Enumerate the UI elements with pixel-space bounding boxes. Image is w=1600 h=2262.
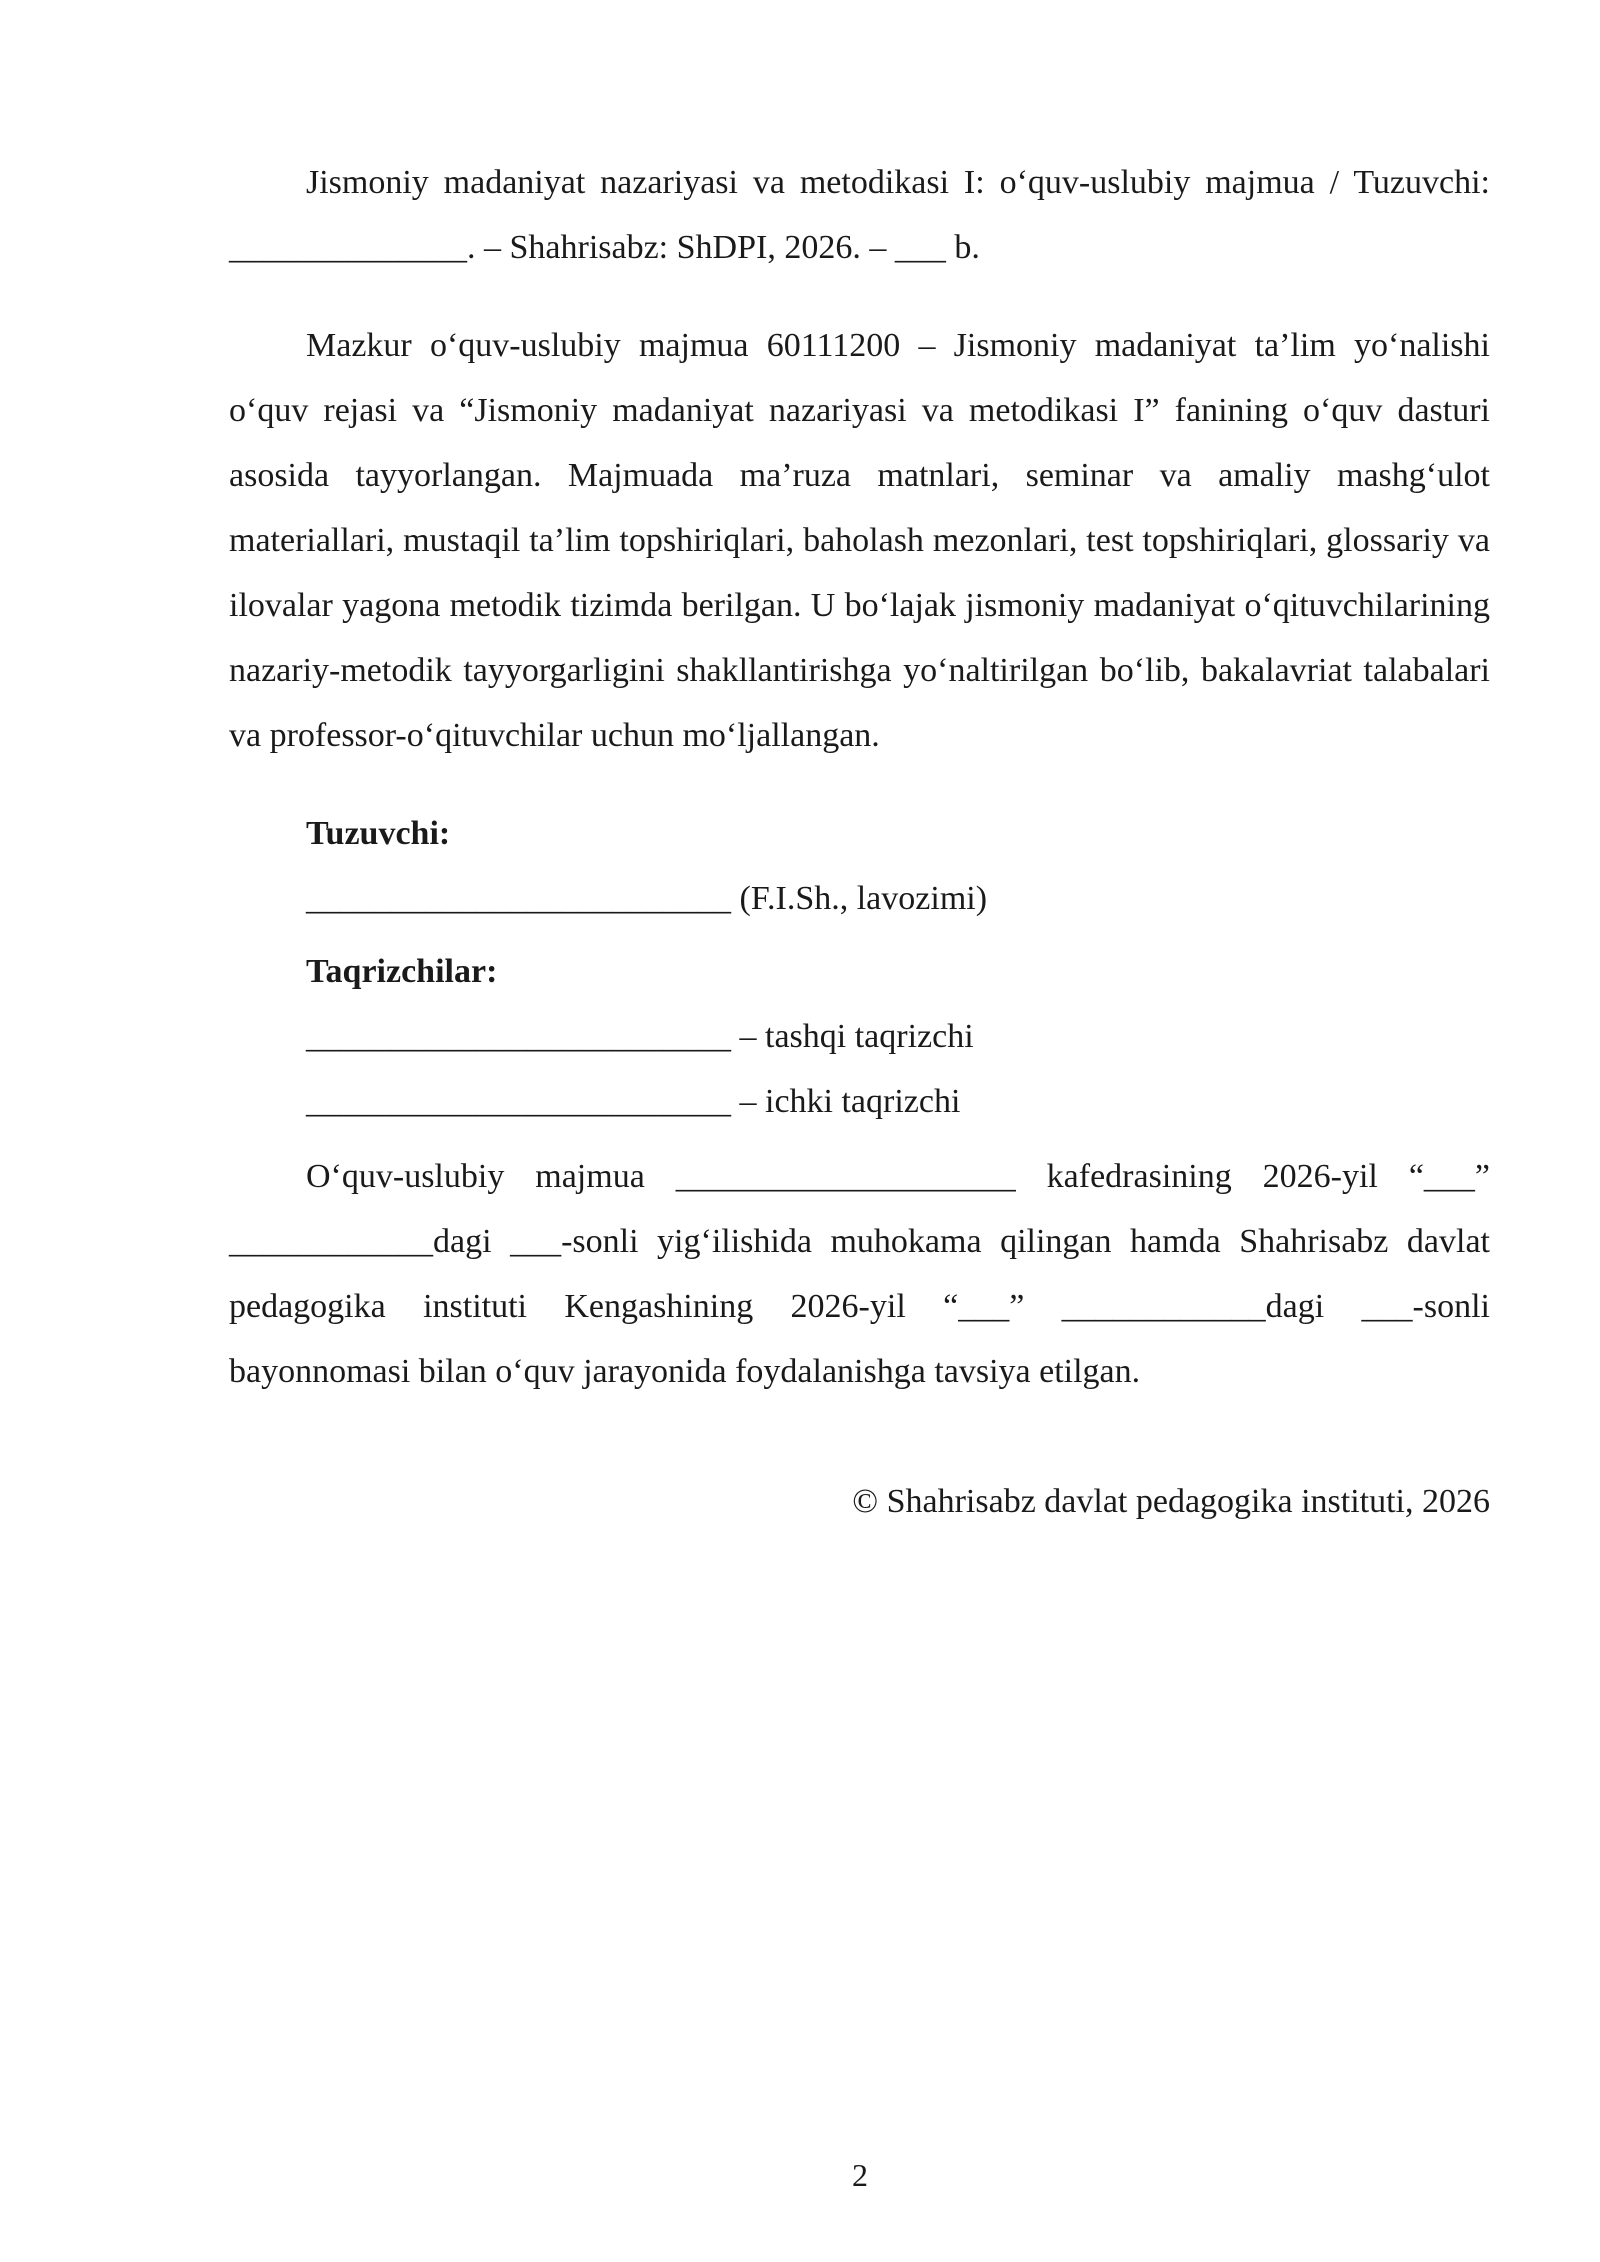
external-reviewer-line: _________________________ – tashqi taqrizchi — [306, 1018, 974, 1055]
approval-paragraph: O‘quv-uslubiy majmua ____________________ kafedrasining 2026-yil “___” ____________dagi ___-sonli yig‘ilishida muhokama qilingan hamda Shahrisabz davlat pedagogika instituti Kengashining 2026-yil “___” ____________dagi ___-sonli bayonnomasi bilan o‘quv jarayonida foydalanishga tavsiya etilgan. — [229, 1158, 1490, 1390]
document-page — [229, 150, 1490, 1534]
copyright-notice: © Shahrisabz davlat pedagogika instituti, 2026 — [852, 1483, 1490, 1520]
compiler-signature-line: _________________________ (F.I.Sh., lavozimi) — [306, 880, 988, 917]
internal-reviewer-line: _________________________ – ichki taqrizchi — [306, 1083, 961, 1120]
bibliographic-citation: Jismoniy madaniyat nazariyasi va metodikasi I: o‘quv-uslubiy majmua / Tuzuvchi: ______________. – Shahrisabz: ShDPI, 2026. – ___ b. — [229, 164, 1490, 266]
page-number: 2 — [852, 2157, 868, 2193]
annotation-paragraph: Mazkur o‘quv-uslubiy majmua 60111200 – Jismoniy madaniyat ta’lim yo‘nalishi o‘quv rejasi va “Jismoniy madaniyat nazariyasi va metodikasi I” fanining o‘quv dasturi asosida tayyorlangan. Majmuada ma’ruza matnlari, seminar va amaliy mashg‘ulot materiallari, mustaqil ta’lim topshiriqlari, baholash mezonlari, test topshiriqlari, glossariy va ilovalar yagona metodik tizimda berilgan. U bo‘lajak jismoniy madaniyat o‘qituvchilarining nazariy-metodik tayyorgarligini shakllantirishga yo‘naltirilgan bo‘lib, bakalavriat talabalari va professor-o‘qituvchilar uchun mo‘ljallangan. — [229, 327, 1490, 754]
reviewers-heading: Taqrizchilar: — [306, 953, 498, 990]
compiler-heading: Tuzuvchi: — [306, 815, 451, 852]
